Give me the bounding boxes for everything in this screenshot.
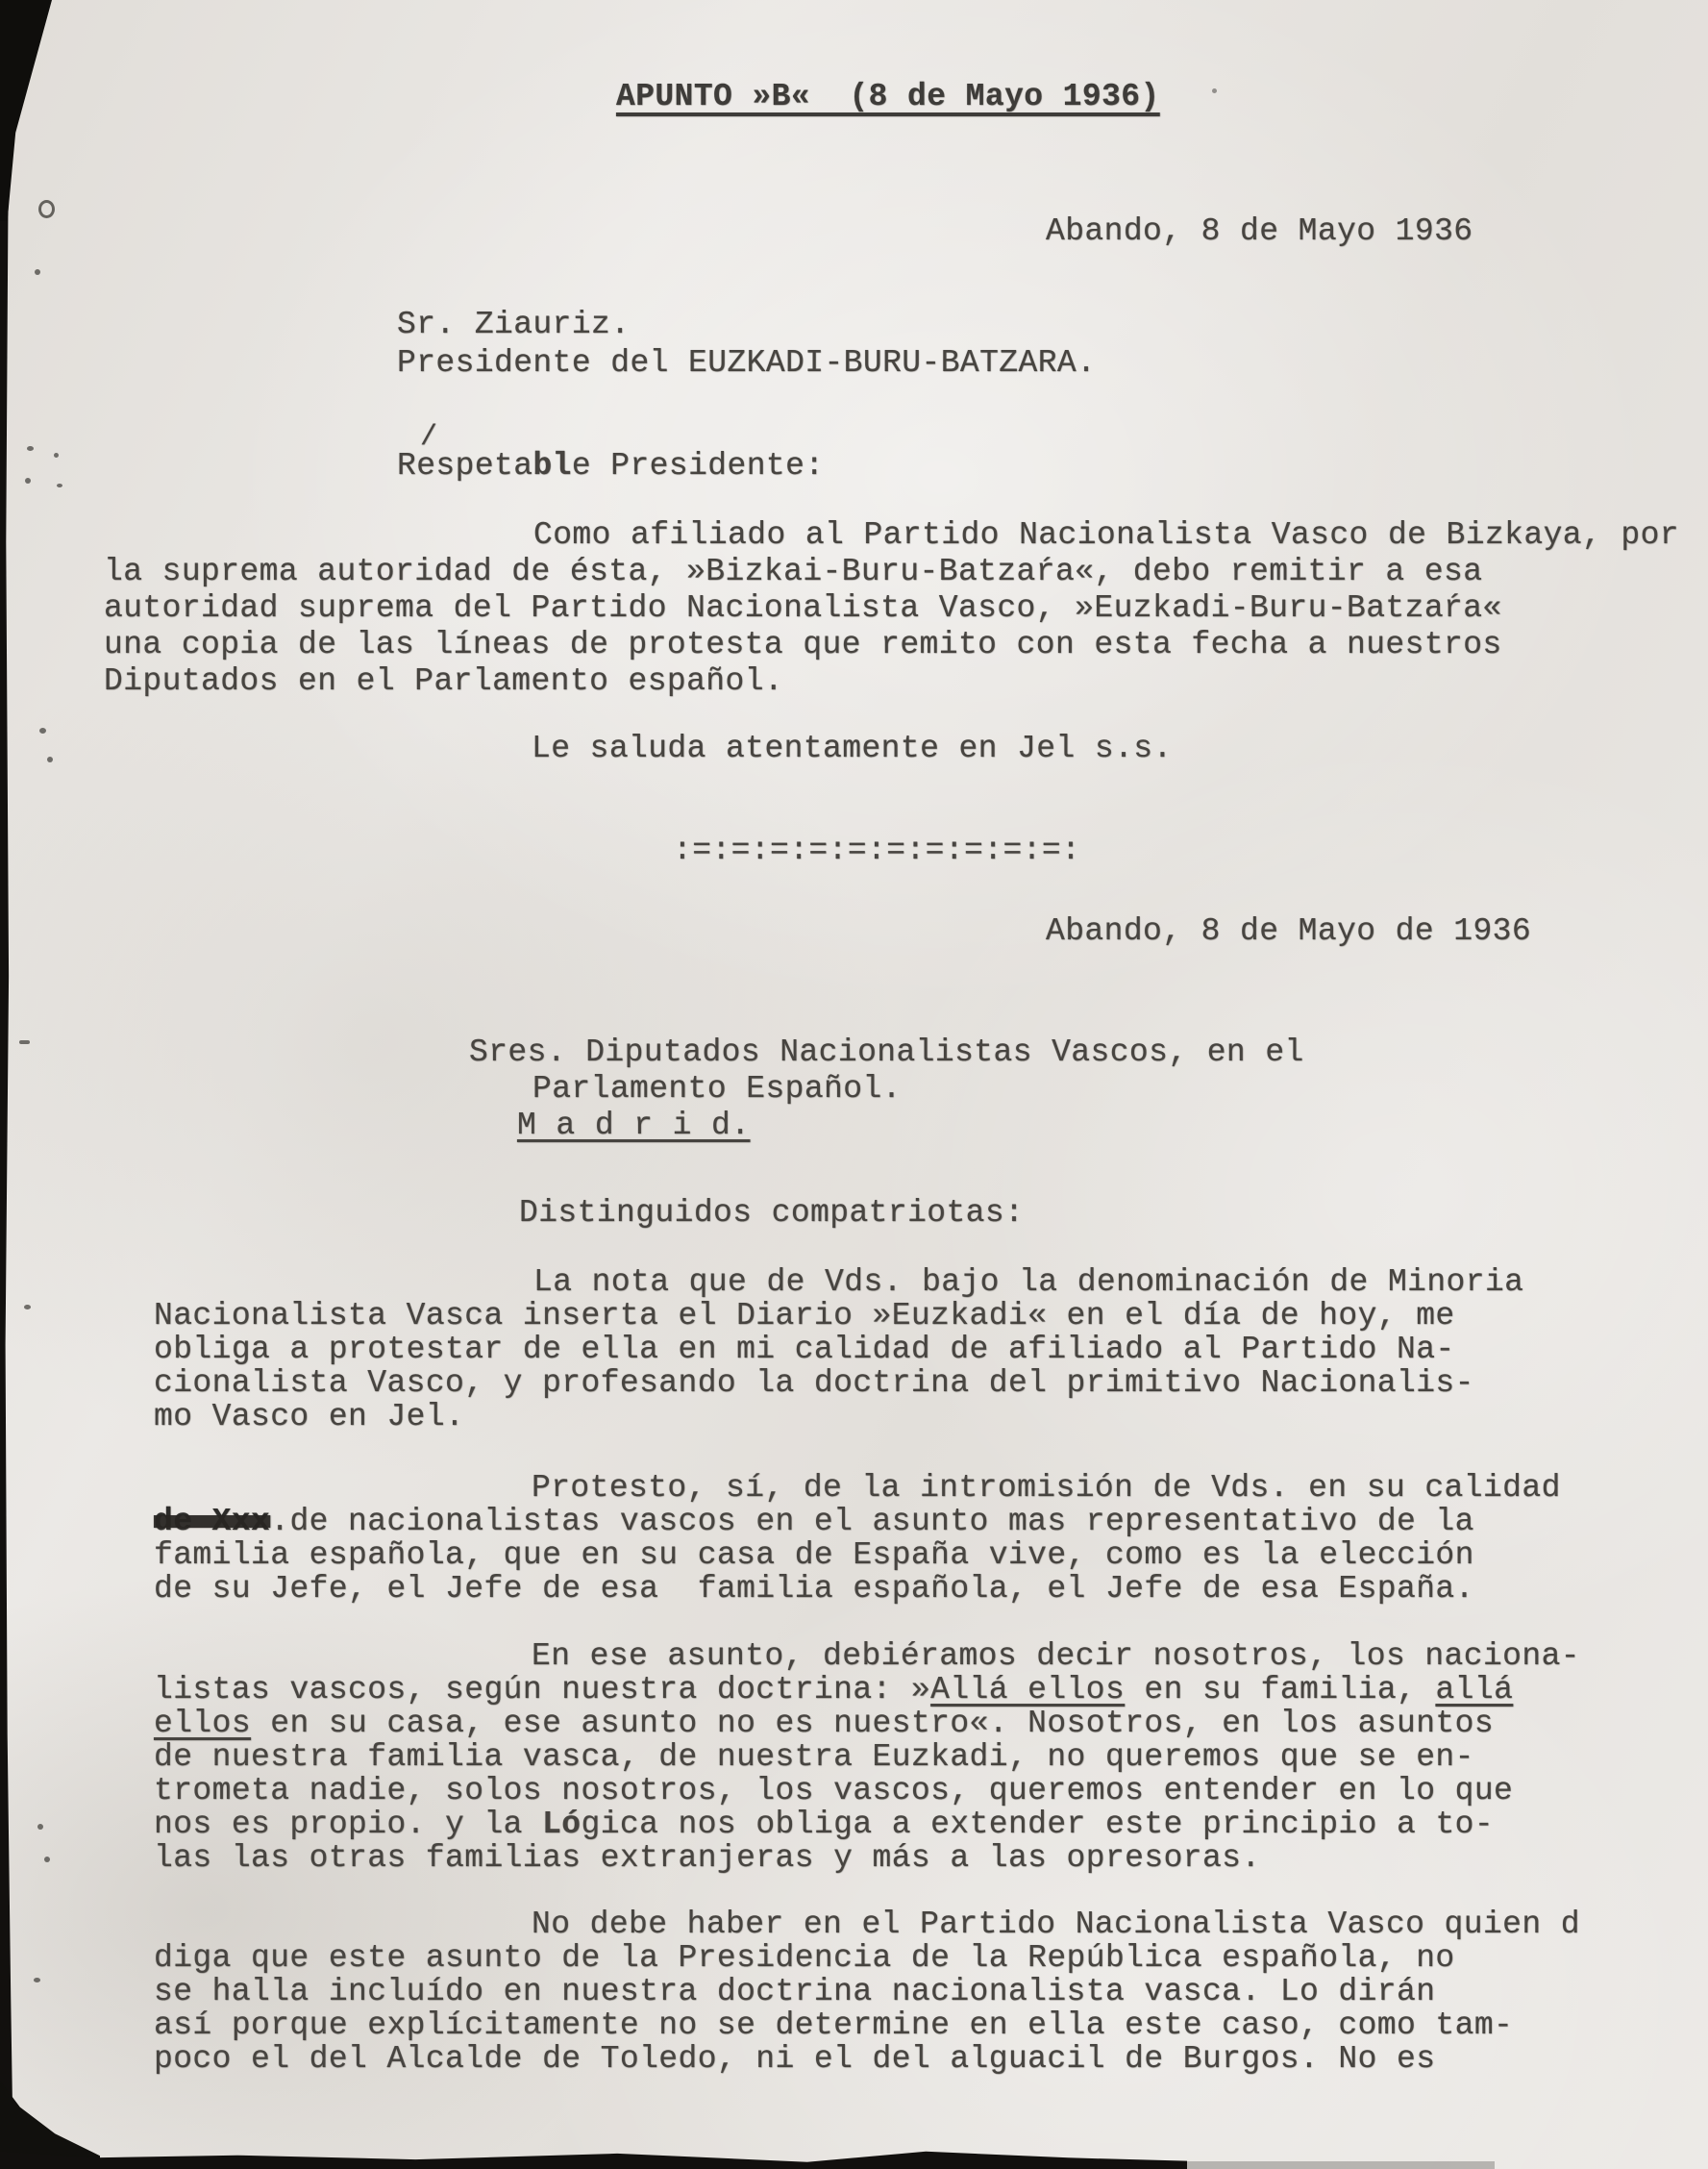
text-line	[154, 1740, 1580, 1774]
text-segment: en su familia,	[1125, 1672, 1436, 1708]
text-line	[104, 663, 1679, 700]
text-segment: autoridad suprema del Partido Nacionalista Vasco, »Euzkadi-Buru-Batzaŕa«	[104, 590, 1502, 626]
text-segment: así porque explícitamente no se determine en ella este caso, como tam-	[154, 2007, 1514, 2043]
text-segment: diga que este asunto de la Presidencia de la República española, no	[154, 1940, 1455, 1976]
scan-corner-top-left	[0, 0, 52, 221]
text-line	[154, 1707, 1580, 1740]
paper-speck	[35, 269, 40, 275]
text-segment: .de nacionalistas vascos en el asunto mas representativo de la	[270, 1504, 1474, 1539]
text-segment: ellos	[154, 1706, 252, 1741]
text-segment: /	[420, 421, 438, 454]
text-segment: Le saluda atentamente en Jel s.s.	[532, 731, 1173, 766]
text-segment: nos es propio. y la	[154, 1807, 543, 1842]
body-paragraph	[154, 1471, 1561, 1606]
text-segment: bl	[532, 448, 572, 484]
text-segment: Presidente del EUZKADI-BURU-BATZARA.	[397, 345, 1097, 381]
text-segment: Allá ellos	[930, 1672, 1126, 1708]
text-segment: Distinguidos compatriotas:	[519, 1195, 1025, 1231]
text-line	[154, 1299, 1523, 1333]
text-line	[154, 1366, 1523, 1400]
paper-speck	[25, 478, 31, 484]
text-line	[154, 1774, 1580, 1808]
text-line	[154, 1471, 1561, 1505]
text-line	[397, 306, 1096, 344]
text-line	[154, 2042, 1580, 2076]
text-segment: de nuestra familia vasca, de nuestra Euzkadi, no queremos que se en-	[154, 1739, 1474, 1775]
text-segment: Abando, 8 de Mayo de 1936	[1046, 913, 1532, 949]
text-segment: de su Jefe, el Jefe de esa familia española, el Jefe de esa España.	[154, 1571, 1474, 1607]
text-segment: Sres. Diputados Nacionalistas Vascos, en el	[469, 1035, 1304, 1070]
scan-edge-bottom-faint	[1187, 2161, 1495, 2169]
text-line	[154, 1505, 1561, 1538]
text-line	[154, 1572, 1561, 1606]
text-segment: La nota que de Vds. bajo la denominación de Minoria	[533, 1264, 1524, 1300]
text-line	[104, 517, 1679, 554]
text-line	[104, 590, 1679, 627]
text-segment: en su casa, ese asunto no es nuestro«. Nosotros, en los asuntos	[251, 1706, 1495, 1741]
text-segment: Nacionalista Vasca inserta el Diario »Euzkadi« en el día de hoy, me	[154, 1298, 1455, 1334]
paper-speck	[34, 1978, 40, 1982]
text-segment: Protesto, sí, de la intromisión de Vds. en su calidad	[532, 1470, 1561, 1506]
text-line	[154, 1673, 1580, 1707]
scan-edge-bottom	[0, 2144, 1187, 2169]
paper-speck	[38, 200, 55, 218]
text-segment: allá	[1435, 1672, 1514, 1708]
text-line	[616, 79, 1160, 115]
text-segment: de Xxx	[154, 1504, 271, 1539]
text-line	[1046, 213, 1473, 250]
text-segment: Abando, 8 de Mayo 1936	[1046, 213, 1473, 249]
recipient-address-1	[397, 306, 1096, 383]
body-paragraph	[154, 1639, 1580, 1875]
text-segment: Como afiliado al Partido Nacionalista Vasco de Bizkaya, por	[533, 517, 1679, 553]
text-line	[154, 1907, 1580, 1941]
text-segment: e Presidente:	[571, 448, 825, 484]
text-segment: Ló	[542, 1807, 582, 1842]
dateline-2	[1046, 913, 1531, 950]
text-line	[154, 2008, 1580, 2042]
text-line	[154, 1841, 1580, 1875]
text-segment: la suprema autoridad de ésta, »Bizkai-Buru-Batzaŕa«, debo remitir a esa	[104, 554, 1483, 589]
text-segment: poco el del Alcalde de Toledo, ni el del alguacil de Burgos. No es	[154, 2041, 1436, 2077]
text-line	[154, 1975, 1580, 2008]
body-paragraph	[154, 1265, 1523, 1434]
scan-edge-left	[0, 0, 13, 2169]
document-title	[616, 79, 1160, 115]
text-line	[154, 1265, 1523, 1299]
paper-speck	[19, 1040, 30, 1044]
text-line	[154, 1639, 1580, 1673]
text-segment: APUNTO »B« (8 de Mayo 1936)	[616, 79, 1160, 114]
text-segment: Sr. Ziauriz.	[397, 307, 631, 342]
salutation-1	[397, 448, 825, 485]
body-paragraph	[104, 517, 1679, 700]
text-segment: se halla incluído en nuestra doctrina nacionalista vasca. Lo dirán	[154, 1974, 1436, 2009]
paper-speck	[54, 453, 59, 458]
paper-speck	[24, 1305, 31, 1309]
paper-speck	[39, 728, 46, 734]
paper-speck	[27, 446, 34, 451]
text-line	[469, 1035, 1304, 1071]
text-line	[397, 344, 1096, 383]
text-segment: No debe haber en el Partido Nacionalista Vasco quien d	[532, 1907, 1580, 1942]
text-line	[154, 1400, 1523, 1434]
text-line	[104, 627, 1679, 663]
text-segment: Parlamento Español.	[532, 1071, 902, 1107]
text-segment: M a d r i d.	[517, 1108, 751, 1143]
recipient-address-2	[469, 1035, 1304, 1144]
text-line	[673, 833, 1080, 869]
text-line	[154, 1808, 1580, 1841]
paper-speck	[44, 1857, 50, 1862]
text-segment: listas vascos, según nuestra doctrina: »	[154, 1672, 931, 1708]
text-segment: Diputados en el Parlamento español.	[104, 663, 784, 699]
paper-speck	[37, 1824, 43, 1830]
text-line	[519, 1195, 1024, 1232]
text-segment: las las otras familias extranjeras y más a las opresoras.	[154, 1840, 1261, 1876]
salutation-2	[519, 1195, 1024, 1232]
body-paragraph	[154, 1907, 1580, 2076]
text-line	[154, 1333, 1523, 1366]
dateline-top	[1046, 213, 1473, 250]
text-line	[154, 1941, 1580, 1975]
paper-speck	[47, 757, 53, 762]
text-segment: mo Vasco en Jel.	[154, 1399, 465, 1434]
text-segment: obliga a protestar de ella en mi calidad de afiliado al Partido Na-	[154, 1332, 1455, 1367]
text-line	[397, 448, 825, 485]
text-segment: gica nos obliga a extender este principio a to-	[581, 1807, 1495, 1842]
text-line	[104, 554, 1679, 590]
text-line	[1046, 913, 1531, 950]
text-segment: una copia de las líneas de protesta que remito con esta fecha a nuestros	[104, 627, 1502, 662]
text-segment: Respeta	[397, 448, 533, 484]
text-segment: En ese asunto, debiéramos decir nosotros, los naciona-	[532, 1638, 1580, 1674]
text-segment: familia española, que en su casa de España vive, como es la elección	[154, 1537, 1474, 1573]
text-segment: :=:=:=:=:=:=:=:=:=:=:	[673, 833, 1081, 868]
typed-separator	[673, 833, 1080, 869]
text-line	[469, 1108, 1304, 1144]
text-line	[469, 1071, 1304, 1108]
paper-speck	[57, 484, 62, 487]
closing-line	[532, 731, 1173, 767]
text-segment: trometa nadie, solos nosotros, los vascos, queremos entender en lo que	[154, 1773, 1514, 1808]
paper-speck	[1212, 88, 1217, 93]
text-line	[154, 1538, 1561, 1572]
text-segment: cionalista Vasco, y profesando la doctrina del primitivo Nacionalis-	[154, 1365, 1474, 1401]
text-line	[532, 731, 1173, 767]
